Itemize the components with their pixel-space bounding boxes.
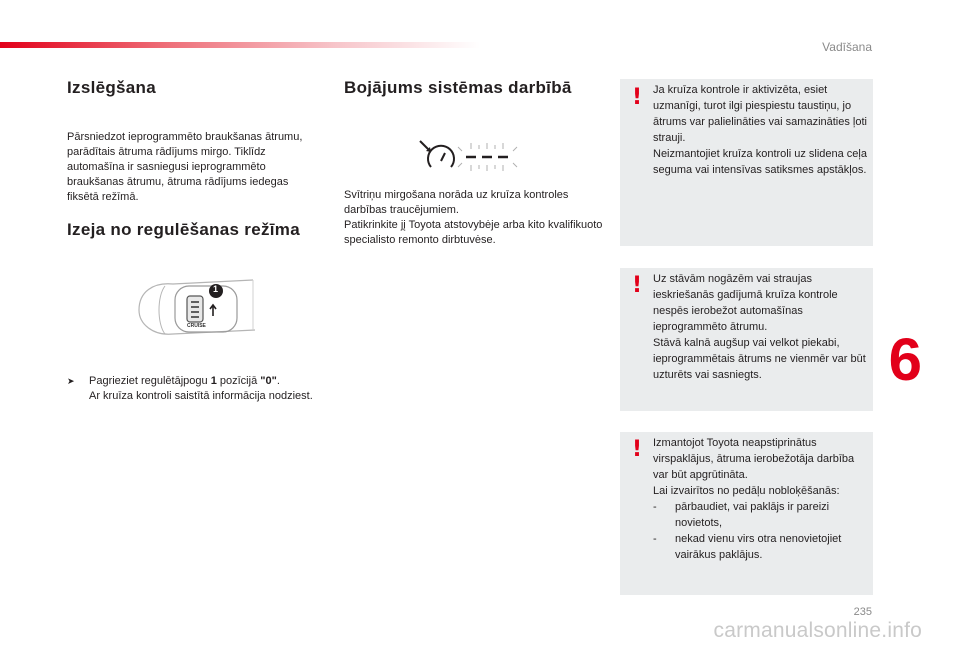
- warning-note-3: [620, 432, 873, 595]
- note-2-line-1: Uz stāvām nogāzēm vai straujas ieskriešanās gadījumā kruīza kontrole nespēs ierobežot automašīnas ieprogrammēto ātrumu.: [653, 273, 838, 333]
- note-1-line-1: Ja kruīza kontrole ir aktivizēta, esiet uzmanīgi, turot ilgi piespiestu taustiņu, jo ātrums var palielināties vai samazināties ļoti strauji.: [653, 84, 867, 144]
- bullet-item: [67, 374, 317, 404]
- chapter-number: 6: [888, 326, 922, 393]
- header-accent-bar: [0, 42, 480, 48]
- cruise-label: CRUISE: [187, 323, 206, 329]
- heading-exit-mode: Izeja no regulēšanas režīma: [67, 220, 300, 239]
- note-3-line-2: Lai izvairītos no pedāļu nobloķēšanās:: [653, 485, 840, 497]
- switch-off-text: Pārsniedzot ieprogrammēto braukšanas ātrumu, parādītais ātruma rādījums mirgo. Tiklīdz automašīna ir sasniegusi ieprogrammēto braukšanas ātrumu, ātruma rādījums iedegas fiksētā režīmā.: [67, 131, 303, 203]
- cruise-fault-indicator: [418, 135, 528, 175]
- watermark: carmanualsonline.info: [713, 619, 922, 642]
- note-3-line-1: Izmantojot Toyota neapstiprinātus virspaklājus, ātruma ierobežotāja darbība var būt apgrūtināta.: [653, 437, 855, 481]
- cruise-lever-illustration: [135, 272, 260, 342]
- exit-instruction-text: Pagrieziet regulētājpogu 1 pozīcijā "0". Ar kruīza kontroli saistītā informācija nodziest.: [89, 375, 313, 402]
- warning-note-1: [620, 79, 873, 246]
- warning-note-2: [620, 268, 873, 411]
- warning-icon: !: [632, 437, 643, 462]
- heading-switch-off: Izslēgšana: [67, 78, 156, 97]
- heading-system-fault: Bojājums sistēmas darbībā: [344, 78, 572, 97]
- list-item: - pārbaudiet, vai paklājs ir pareizi novietots,: [653, 501, 830, 529]
- note-1-line-2: Neizmantojiet kruīza kontroli uz slidena ceļa seguma vai intensīvas satiksmes apstākļos.: [653, 148, 867, 176]
- callout-number-1: 1: [213, 284, 219, 294]
- list-item: - nekad vienu virs otra nenovietojiet vairākus paklājus.: [653, 533, 842, 561]
- warning-icon: !: [632, 85, 643, 110]
- fault-text-2: Patikrinkite jį Toyota atstovybėje arba kito kvalifikuoto specialisto remonto dirbtuvėse.: [344, 219, 603, 246]
- fault-text-1: Svītriņu mirgošana norāda uz kruīza kontroles darbības traucējumiem.: [344, 189, 569, 216]
- page-number: 235: [853, 606, 872, 618]
- exit-instruction: [67, 374, 317, 404]
- warning-icon: !: [632, 273, 643, 298]
- section-title: Vadīšana: [822, 40, 872, 54]
- steering-lever-icon: [135, 272, 260, 342]
- arrow-bullet-icon: ➤: [67, 376, 75, 386]
- note-2-line-2: Stāvā kalnā augšup vai velkot piekabi, ieprogrammētais ātrums ne vienmēr var būt uzturēts vai sasniegts.: [653, 337, 866, 381]
